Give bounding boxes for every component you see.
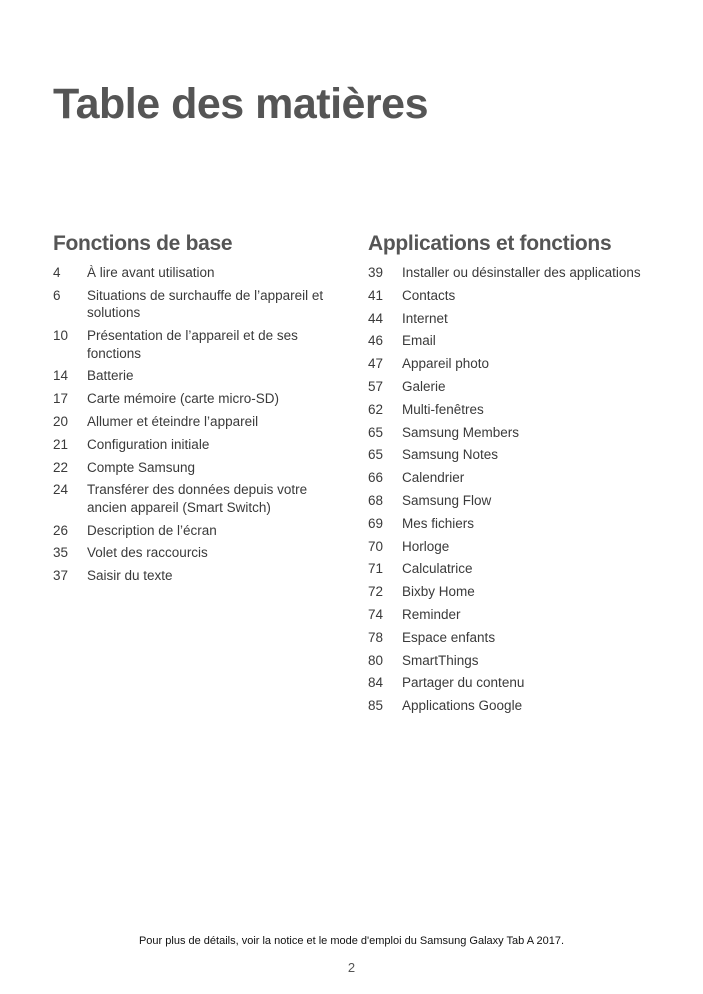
toc-entry[interactable] (368, 674, 668, 692)
toc-entry[interactable] (368, 560, 668, 578)
section-heading-basics: Fonctions de base (53, 232, 233, 255)
toc-page-number: 85 (368, 698, 384, 714)
toc-page-number: 57 (368, 378, 384, 394)
toc-entry[interactable] (368, 355, 668, 373)
toc-page-number: 69 (368, 515, 384, 531)
toc-page-number: 17 (53, 391, 69, 407)
toc-entry-label: Saisir du texte (87, 568, 173, 584)
toc-entry-label: Samsung Members (402, 424, 520, 440)
toc-entry[interactable] (368, 697, 668, 715)
toc-entry[interactable] (368, 264, 668, 282)
page-title: Table des matières (53, 80, 428, 128)
toc-entry-label: Batterie (87, 368, 134, 384)
toc-entry[interactable] (368, 538, 668, 556)
toc-entry[interactable] (368, 310, 668, 328)
toc-entry[interactable] (368, 652, 668, 670)
toc-entry-label: Espace enfants (402, 629, 496, 645)
toc-page-number: 66 (368, 470, 384, 486)
toc-page-number: 41 (368, 287, 384, 303)
toc-entry[interactable] (53, 367, 338, 385)
section-heading-apps: Applications et fonctions (368, 232, 612, 255)
toc-entry[interactable] (53, 390, 338, 408)
toc-page-number: 70 (368, 538, 384, 554)
toc-entry-label: Contacts (402, 287, 456, 303)
toc-entry-label: Situations de surchauffe de l’appareil et solutions (87, 287, 324, 321)
toc-entry[interactable] (53, 522, 338, 540)
toc-page-number: 35 (53, 545, 69, 561)
toc-entry[interactable] (53, 481, 338, 516)
toc-entry-label: Installer ou désinstaller des applications (402, 265, 641, 280)
toc-entry-label: Allumer et éteindre l’appareil (87, 413, 259, 429)
toc-page-number: 47 (368, 356, 384, 372)
toc-entry-label: Volet des raccourcis (87, 545, 208, 561)
toc-entry-label: Reminder (402, 606, 461, 622)
toc-entry-label: Email (402, 333, 436, 349)
toc-entry[interactable] (368, 492, 668, 510)
toc-page-number: 22 (53, 459, 69, 475)
toc-entry-label: Multi-fenêtres (402, 401, 484, 417)
toc-entry-label: Bixby Home (402, 584, 475, 600)
toc-page-number: 72 (368, 584, 384, 600)
toc-page-number: 20 (53, 413, 69, 429)
toc-entry-label: Samsung Notes (402, 447, 499, 463)
toc-entry-label: Appareil photo (402, 356, 490, 372)
toc-entry-label: Applications Google (402, 698, 523, 714)
toc-entry-label: Compte Samsung (87, 459, 196, 475)
toc-entry-label: Mes fichiers (402, 515, 475, 531)
toc-entry[interactable] (368, 332, 668, 350)
toc-entry-label: Carte mémoire (carte micro-SD) (87, 391, 280, 407)
toc-entry[interactable] (368, 629, 668, 647)
toc-entry-label: Transférer des données depuis votre ancien appareil (Smart Switch) (87, 482, 308, 515)
page-number: 2 (347, 960, 356, 975)
toc-entry-label: Samsung Flow (402, 492, 492, 508)
toc-entry[interactable] (53, 567, 338, 585)
toc-page-number: 39 (368, 265, 384, 280)
toc-page-number: 37 (53, 568, 69, 584)
toc-entry-label: Configuration initiale (87, 436, 210, 452)
toc-page-number: 21 (53, 436, 69, 452)
toc-page-number: 24 (53, 482, 69, 498)
toc-entry-label: Calculatrice (402, 561, 473, 577)
toc-page-number: 68 (368, 492, 384, 508)
toc-entry-label: Partager du contenu (402, 675, 525, 691)
toc-entry-label: Présentation de l’appareil et de ses fonctions (87, 328, 298, 361)
toc-entry[interactable] (368, 583, 668, 601)
toc-entry-label: Description de l’écran (87, 522, 217, 538)
toc-list-apps (368, 264, 668, 715)
toc-page-number: 65 (368, 447, 384, 463)
toc-entry[interactable] (53, 459, 338, 477)
toc-entry[interactable] (53, 413, 338, 431)
toc-entry[interactable] (368, 606, 668, 624)
toc-entry-label: SmartThings (402, 652, 479, 668)
toc-page-number: 10 (53, 328, 69, 344)
toc-entry[interactable] (368, 424, 668, 442)
toc-entry[interactable] (53, 436, 338, 454)
toc-entry[interactable] (368, 401, 668, 419)
toc-column-basics (53, 232, 338, 590)
toc-page-number: 80 (368, 652, 384, 668)
toc-page-number: 4 (53, 265, 61, 280)
toc-page-number: 6 (53, 287, 61, 303)
toc-page-number: 46 (368, 333, 384, 349)
toc-page-number: 26 (53, 522, 69, 538)
toc-page-number: 84 (368, 675, 384, 691)
toc-entry[interactable] (53, 287, 338, 322)
toc-entry[interactable] (53, 544, 338, 562)
footer-note: Pour plus de détails, voir la notice et le mode d'emploi du Samsung Galaxy Tab A 2017. (138, 935, 565, 947)
toc-entry-label: Horloge (402, 538, 450, 554)
toc-entry[interactable] (53, 327, 338, 362)
toc-entry[interactable] (368, 287, 668, 305)
toc-entry-label: À lire avant utilisation (87, 265, 215, 280)
toc-page-number: 71 (368, 561, 384, 577)
toc-entry[interactable] (368, 515, 668, 533)
toc-page-number: 78 (368, 629, 384, 645)
toc-page-number: 44 (368, 310, 384, 326)
toc-page-number: 62 (368, 401, 384, 417)
toc-entry[interactable] (368, 446, 668, 464)
toc-entry[interactable] (53, 264, 338, 282)
toc-entry-label: Calendrier (402, 470, 465, 486)
toc-list-basics (53, 264, 338, 585)
toc-page-number: 65 (368, 424, 384, 440)
toc-entry-label: Internet (402, 310, 448, 326)
toc-entry[interactable] (368, 469, 668, 487)
toc-entry[interactable] (368, 378, 668, 396)
toc-entry-label: Galerie (402, 378, 446, 394)
toc-page-number: 14 (53, 368, 69, 384)
toc-column-apps (368, 232, 668, 720)
toc-page-number: 74 (368, 606, 384, 622)
